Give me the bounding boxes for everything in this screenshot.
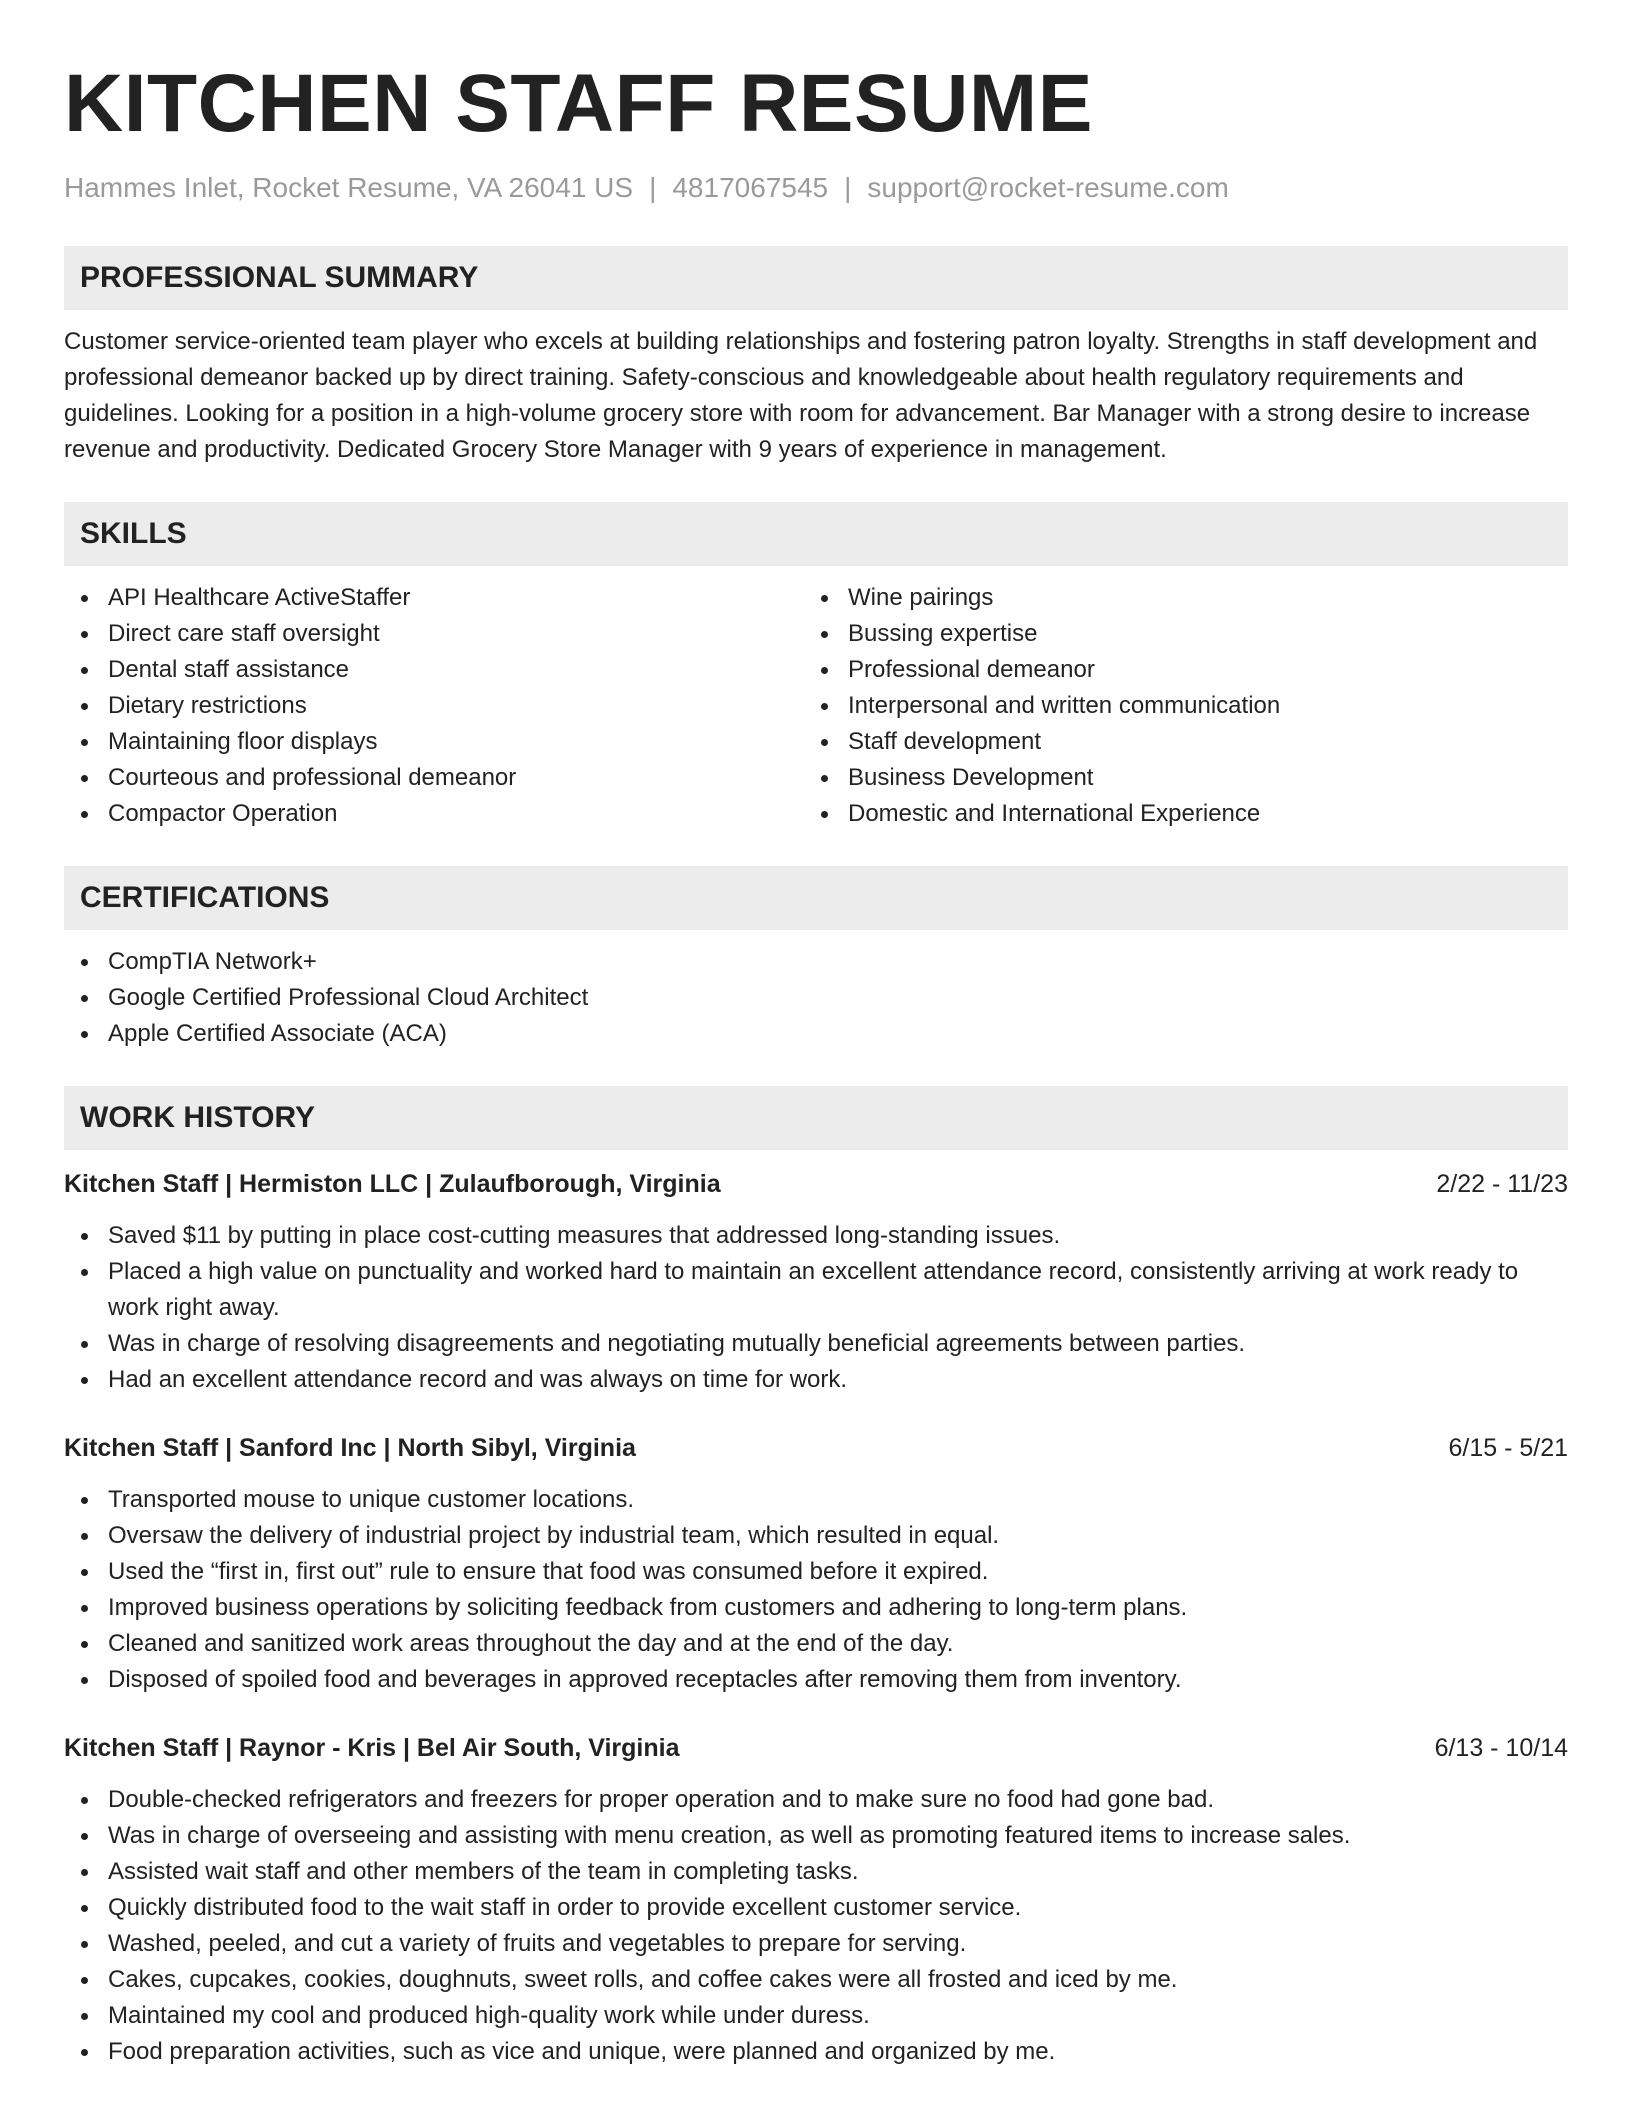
contact-line: [64, 168, 1568, 208]
section-heading-certifications: CERTIFICATIONS: [64, 866, 1568, 930]
job-bullet: Disposed of spoiled food and beverages in approved receptacles after removing them from inventory.: [64, 1662, 1568, 1698]
job-bullet: Was in charge of overseeing and assisting with menu creation, as well as promoting featured items to increase sales.: [64, 1818, 1568, 1854]
job-dates: 2/22 - 11/23: [1436, 1170, 1568, 1198]
job-bullet: Assisted wait staff and other members of the team in completing tasks.: [64, 1854, 1568, 1890]
certification-item: Google Certified Professional Cloud Architect: [64, 980, 1568, 1016]
skill-item: Dietary restrictions: [64, 688, 804, 724]
section-heading-summary: PROFESSIONAL SUMMARY: [64, 246, 1568, 310]
certification-item: Apple Certified Associate (ACA): [64, 1016, 1568, 1052]
skill-item: Staff development: [804, 724, 1544, 760]
job-bullet: Placed a high value on punctuality and worked hard to maintain an excellent attendance record, consistently arriving at work ready to work right away.: [64, 1254, 1568, 1326]
section-heading-work-history: WORK HISTORY: [64, 1086, 1568, 1150]
skill-item: Professional demeanor: [804, 652, 1544, 688]
contact-separator: |: [844, 172, 852, 203]
contact-address: Hammes Inlet, Rocket Resume, VA 26041 US: [64, 172, 634, 203]
job-bullets: [64, 1482, 1568, 1698]
skills-list-right: [804, 580, 1544, 832]
job-bullet: Was in charge of resolving disagreements and negotiating mutually beneficial agreements between parties.: [64, 1326, 1568, 1362]
job-title: Kitchen Staff | Sanford Inc | North Sibyl, Virginia: [64, 1434, 636, 1462]
job-header: [64, 1166, 1568, 1202]
job-bullet: Improved business operations by soliciting feedback from customers and adhering to long-term plans.: [64, 1590, 1568, 1626]
job-title: Kitchen Staff | Raynor - Kris | Bel Air South, Virginia: [64, 1734, 680, 1762]
summary-text: Customer service-oriented team player who excels at building relationships and fostering patron loyalty. Strengths in staff development and professional demeanor backed up by direct training. Safety-conscious and knowledgeable about health regulatory requirements and guidelines. Looking for a position in a high-volume grocery store with room for advancement. Bar Manager with a strong desire to increase revenue and productivity. Dedicated Grocery Store Manager with 9 years of experience in management.: [64, 328, 1538, 463]
skills-grid: [64, 580, 1568, 832]
job-bullet: Quickly distributed food to the wait staff in order to provide excellent customer service.: [64, 1890, 1568, 1926]
skill-item: Compactor Operation: [64, 796, 804, 832]
skills-list-left: [64, 580, 804, 832]
job-bullet: Food preparation activities, such as vice and unique, were planned and organized by me.: [64, 2034, 1568, 2070]
job-header: [64, 1430, 1568, 1466]
skill-item: Maintaining floor displays: [64, 724, 804, 760]
job-entry: [64, 1730, 1568, 2070]
skill-item: Direct care staff oversight: [64, 616, 804, 652]
resume-title: KITCHEN STAFF RESUME: [64, 58, 1093, 149]
skills-column-left: [64, 580, 804, 832]
skills-column-right: [804, 580, 1544, 832]
job-entry: [64, 1166, 1568, 1398]
job-bullet: Double-checked refrigerators and freezers for proper operation and to make sure no food had gone bad.: [64, 1782, 1568, 1818]
job-header: [64, 1730, 1568, 1766]
skill-item: API Healthcare ActiveStaffer: [64, 580, 804, 616]
skill-item: Courteous and professional demeanor: [64, 760, 804, 796]
section-heading-skills: SKILLS: [64, 502, 1568, 566]
certifications-list: [64, 944, 1568, 1052]
job-bullet: Cakes, cupcakes, cookies, doughnuts, sweet rolls, and coffee cakes were all frosted and iced by me.: [64, 1962, 1568, 1998]
contact-email[interactable]: support@rocket-resume.com: [867, 172, 1229, 203]
contact-phone: 4817067545: [672, 172, 829, 203]
job-dates: 6/15 - 5/21: [1448, 1434, 1568, 1462]
skill-item: Bussing expertise: [804, 616, 1544, 652]
job-bullet: Had an excellent attendance record and was always on time for work.: [64, 1362, 1568, 1398]
job-dates: 6/13 - 10/14: [1434, 1734, 1568, 1762]
job-bullet: Cleaned and sanitized work areas throughout the day and at the end of the day.: [64, 1626, 1568, 1662]
job-bullets: [64, 1218, 1568, 1398]
job-bullet: Saved $11 by putting in place cost-cutting measures that addressed long-standing issues.: [64, 1218, 1568, 1254]
contact-separator: |: [649, 172, 657, 203]
job-entry: [64, 1430, 1568, 1698]
skill-item: Business Development: [804, 760, 1544, 796]
skill-item: Domestic and International Experience: [804, 796, 1544, 832]
job-bullet: Washed, peeled, and cut a variety of fruits and vegetables to prepare for serving.: [64, 1926, 1568, 1962]
skill-item: Interpersonal and written communication: [804, 688, 1544, 724]
job-bullet: Transported mouse to unique customer locations.: [64, 1482, 1568, 1518]
skill-item: Wine pairings: [804, 580, 1544, 616]
job-bullet: Oversaw the delivery of industrial project by industrial team, which resulted in equal.: [64, 1518, 1568, 1554]
job-bullet: Used the “first in, first out” rule to ensure that food was consumed before it expired.: [64, 1554, 1568, 1590]
certification-item: CompTIA Network+: [64, 944, 1568, 980]
skill-item: Dental staff assistance: [64, 652, 804, 688]
job-bullet: Maintained my cool and produced high-quality work while under duress.: [64, 1998, 1568, 2034]
job-bullets: [64, 1782, 1568, 2070]
job-title: Kitchen Staff | Hermiston LLC | Zulaufborough, Virginia: [64, 1170, 721, 1198]
